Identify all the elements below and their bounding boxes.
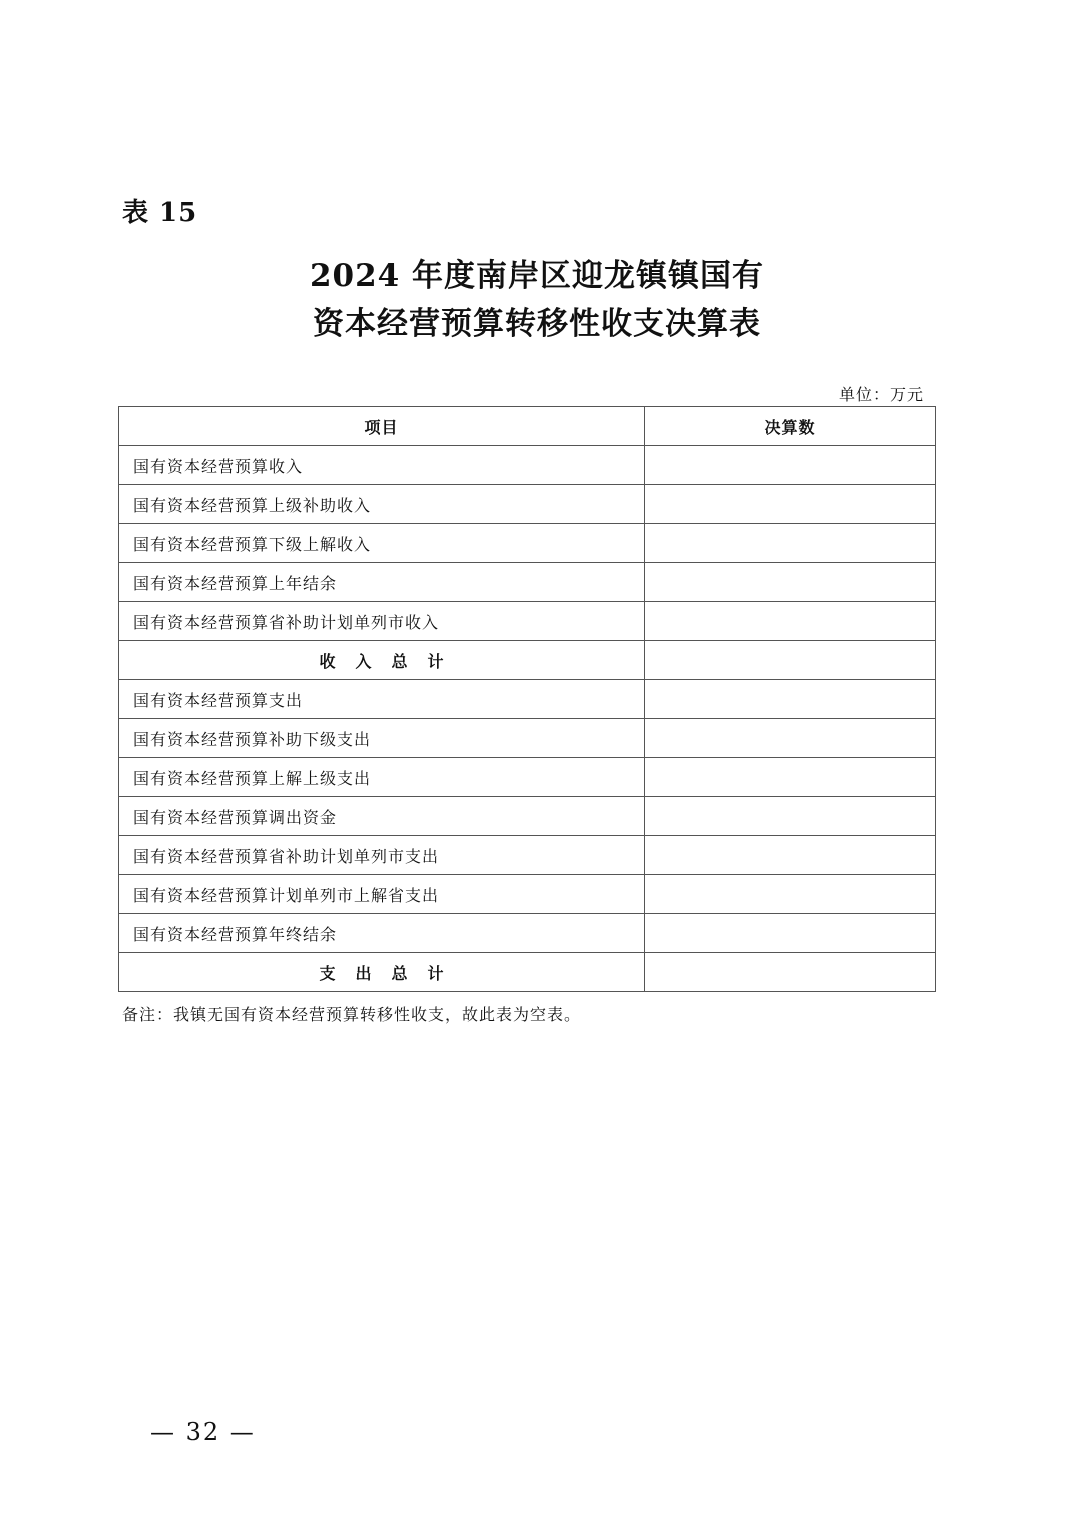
table-row (119, 875, 936, 914)
expense-total-value (645, 953, 936, 992)
table-row (119, 524, 936, 563)
row-item: 国有资本经营预算下级上解收入 (119, 524, 645, 563)
income-total-row (119, 641, 936, 680)
row-item: 国有资本经营预算上年结余 (119, 563, 645, 602)
header-item: 项目 (119, 407, 645, 446)
row-item: 国有资本经营预算上解上级支出 (119, 758, 645, 797)
budget-table (118, 406, 936, 992)
table-row (119, 602, 936, 641)
row-value (645, 680, 936, 719)
table-note: 备注：我镇无国有资本经营预算转移性收支，故此表为空表。 (122, 1005, 582, 1024)
row-value (645, 602, 936, 641)
table-number: 表 15 (122, 198, 198, 228)
table-row (119, 680, 936, 719)
row-value (645, 485, 936, 524)
table-row (119, 485, 936, 524)
row-value (645, 758, 936, 797)
income-total-value (645, 641, 936, 680)
row-item: 国有资本经营预算上级补助收入 (119, 485, 645, 524)
row-value (645, 446, 936, 485)
expense-total-label (119, 953, 645, 992)
table-row (119, 719, 936, 758)
row-item: 国有资本经营预算省补助计划单列市支出 (119, 836, 645, 875)
unit-label: 单位：万元 (838, 385, 924, 404)
income-total-label (119, 641, 645, 680)
report-title-line-1: 2024 年度南岸区迎龙镇镇国有 (309, 258, 765, 294)
page-number: — 32 — (150, 1418, 256, 1446)
income-total-text: 收入总计 (319, 651, 464, 671)
table-row (119, 797, 936, 836)
row-item: 国有资本经营预算支出 (119, 680, 645, 719)
row-value (645, 797, 936, 836)
report-title-line-2: 资本经营预算转移性收支决算表 (313, 306, 761, 342)
row-item: 国有资本经营预算调出资金 (119, 797, 645, 836)
row-item: 国有资本经营预算年终结余 (119, 914, 645, 953)
row-value (645, 914, 936, 953)
row-value (645, 875, 936, 914)
row-value (645, 836, 936, 875)
table-header-row (119, 407, 936, 446)
table-row (119, 563, 936, 602)
row-item: 国有资本经营预算计划单列市上解省支出 (119, 875, 645, 914)
row-item: 国有资本经营预算收入 (119, 446, 645, 485)
row-value (645, 719, 936, 758)
row-value (645, 524, 936, 563)
table-row (119, 758, 936, 797)
table-row (119, 446, 936, 485)
table-row (119, 836, 936, 875)
row-item: 国有资本经营预算省补助计划单列市收入 (119, 602, 645, 641)
row-value (645, 563, 936, 602)
expense-total-text: 支出总计 (319, 963, 464, 983)
table-row (119, 914, 936, 953)
row-item: 国有资本经营预算补助下级支出 (119, 719, 645, 758)
header-value: 决算数 (645, 407, 936, 446)
expense-total-row (119, 953, 936, 992)
